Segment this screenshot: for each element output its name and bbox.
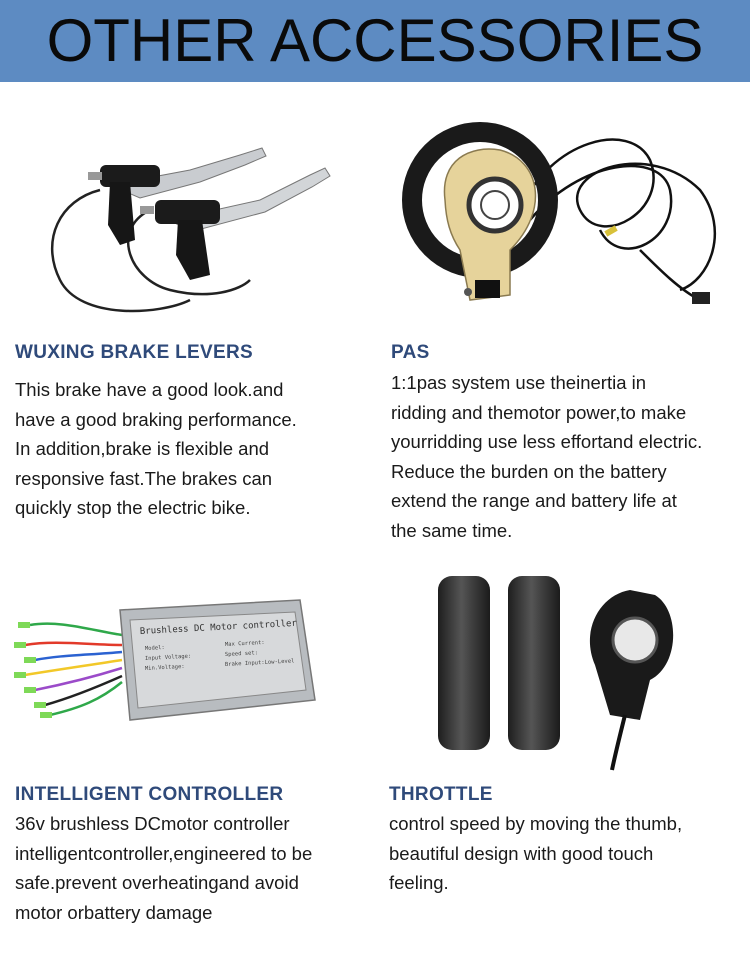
product-title-throttle: THROTTLE bbox=[389, 784, 493, 805]
svg-text:Speed set:: Speed set: bbox=[224, 650, 259, 658]
page-title: OTHER ACCESSORIES bbox=[46, 7, 704, 74]
product-description-pas: 1:1pas system use theinertia in ridding and themotor power,to make yourridding use less effortand electric. Reduce the burden on the battery extend the range and battery life at the same time. bbox=[391, 372, 703, 541]
product-title-brake-levers: WUXING BRAKE LEVERS bbox=[15, 342, 253, 363]
pas-sensor-image bbox=[400, 120, 730, 325]
controller-image bbox=[10, 590, 330, 730]
product-description-brake-levers: This brake have a good look.and have a good braking performance. In addition,brake is flexible and responsive fast.The brakes can quickly stop the electric bike. bbox=[15, 379, 297, 518]
page-banner bbox=[0, 0, 750, 82]
product-description-throttle: control speed by moving the thumb, beautiful design with good touch feeling. bbox=[389, 813, 683, 893]
controller-label-text: Brushless DC Motor controller bbox=[139, 618, 298, 637]
product-description-controller: 36v brushless DCmotor controller intelligentcontroller,engineered to be safe.prevent overheatingand avoid motor orbattery damage bbox=[15, 813, 313, 923]
product-title-controller: INTELLIGENT CONTROLLER bbox=[15, 784, 284, 805]
svg-text:Brake Input:Low-Level: Brake Input:Low-Level bbox=[224, 658, 295, 668]
brake-levers-image bbox=[40, 130, 340, 330]
product-title-pas: PAS bbox=[391, 342, 430, 363]
svg-text:Min.Voltage:: Min.Voltage: bbox=[144, 663, 185, 672]
svg-text:Input Voltage:: Input Voltage: bbox=[144, 653, 192, 662]
throttle-image bbox=[430, 570, 730, 775]
svg-text:Model:: Model: bbox=[144, 644, 165, 652]
svg-text:Max Current:: Max Current: bbox=[224, 639, 265, 648]
